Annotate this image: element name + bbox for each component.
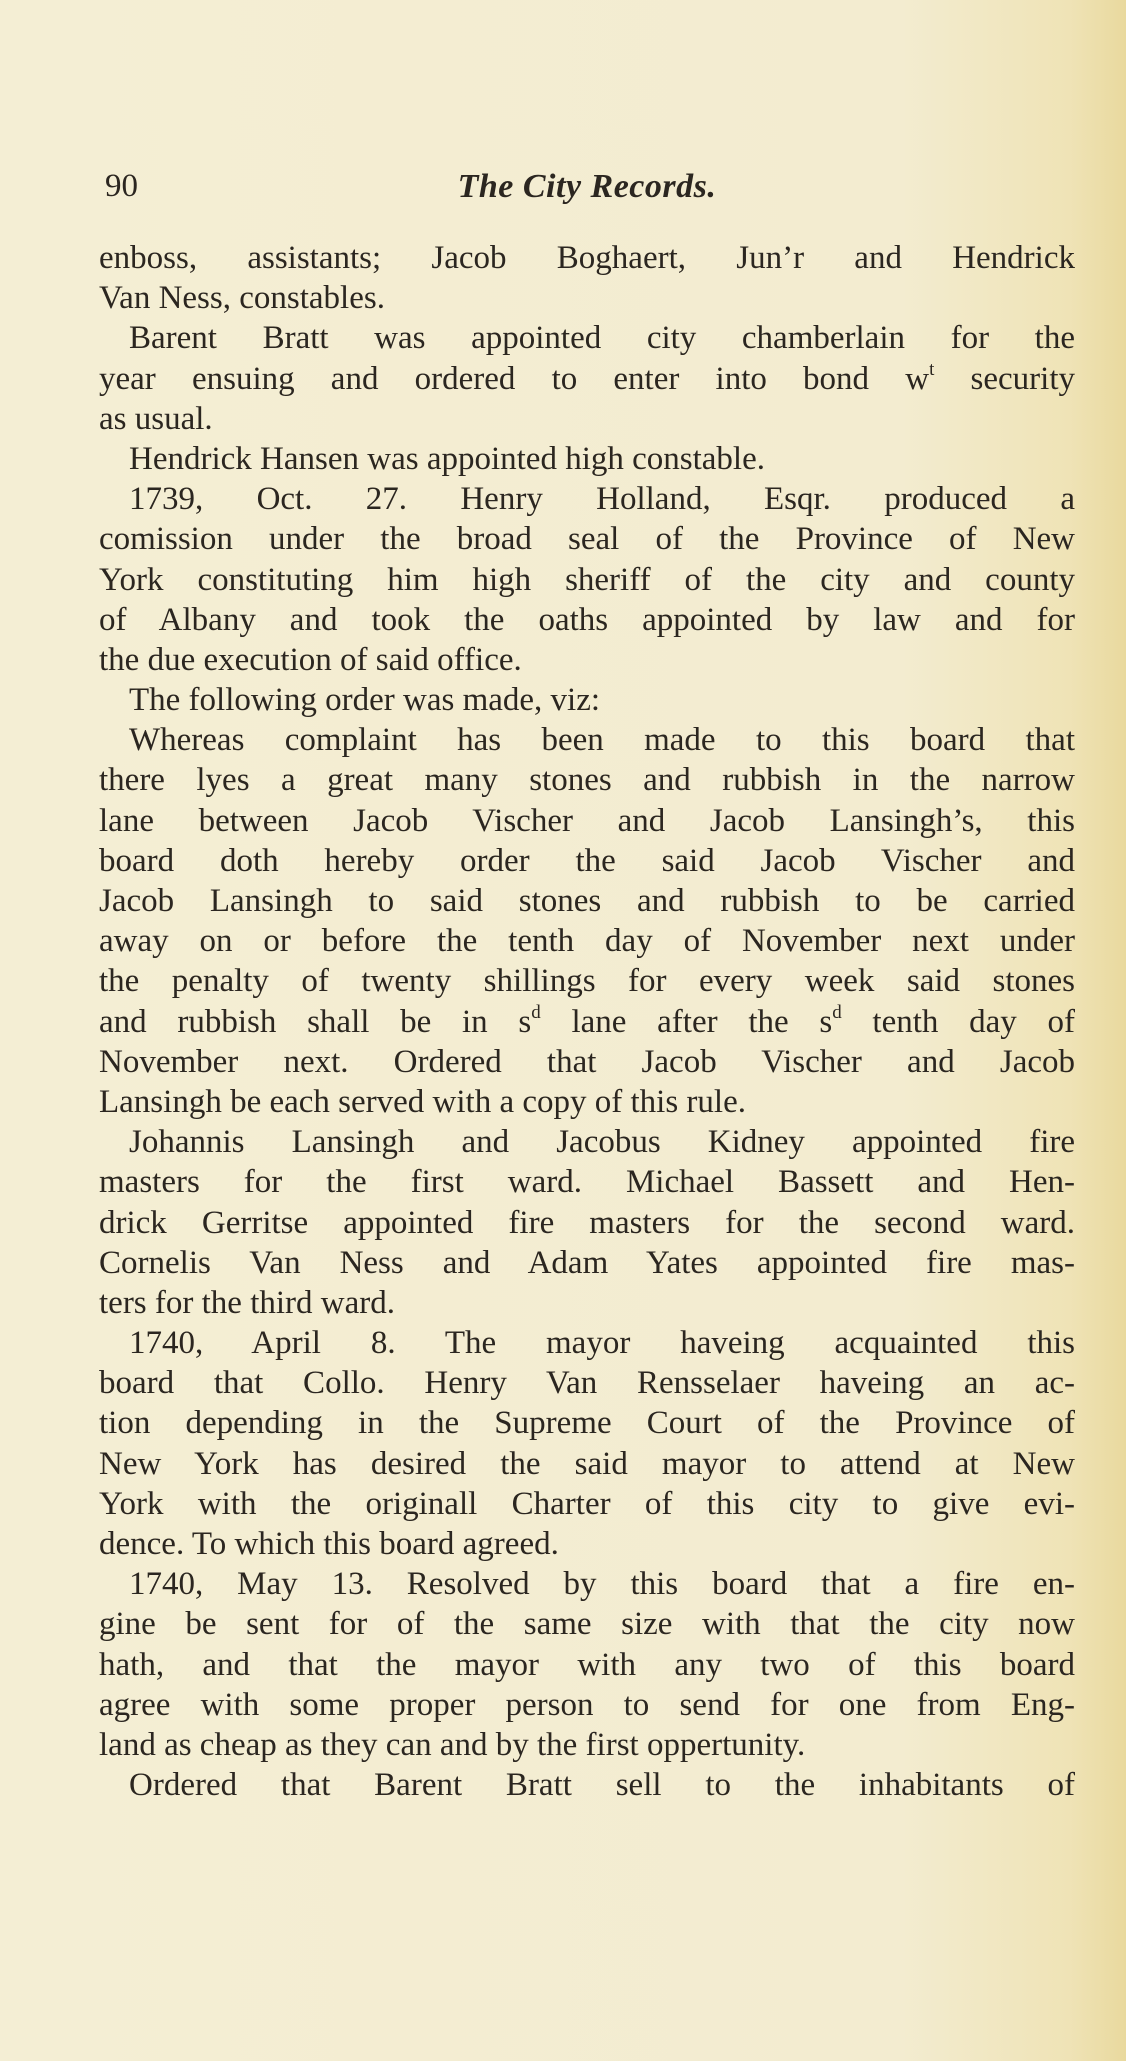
text-line — [99, 1082, 1075, 1122]
text-line — [99, 801, 1075, 841]
text-segment: masters for the first ward. Michael Bassett and Hen- — [99, 1164, 1075, 1201]
text-segment: as usual. — [99, 400, 213, 437]
text-segment: 1740, May 13. Resolved by this board that a fire en- — [129, 1566, 1075, 1603]
text-segment: tion depending in the Supreme Court of the Province of — [99, 1405, 1075, 1442]
text-line — [99, 881, 1075, 921]
superscript: t — [929, 358, 935, 380]
text-line — [99, 1042, 1075, 1082]
text-line — [99, 640, 1075, 680]
text-line — [99, 1203, 1075, 1243]
page-body-text — [99, 238, 1075, 1805]
text-segment: Johannis Lansingh and Jacobus Kidney appointed fire — [129, 1124, 1075, 1161]
text-segment: Cornelis Van Ness and Adam Yates appointed fire mas- — [99, 1244, 1075, 1281]
text-line — [99, 238, 1075, 278]
running-title: The City Records. — [457, 168, 717, 205]
text-line — [99, 1243, 1075, 1283]
text-segment: Lansingh be each served with a copy of this rule. — [99, 1083, 746, 1120]
text-segment: drick Gerritse appointed fire masters for the second ward. — [99, 1204, 1075, 1241]
text-segment: the due execution of said office. — [99, 641, 522, 678]
text-segment: and rubbish shall be in s — [99, 1003, 532, 1040]
text-segment: dence. To which this board agreed. — [99, 1526, 559, 1562]
text-segment: land as cheap as they can and by the first oppertunity. — [99, 1726, 806, 1763]
text-segment: there lyes a great many stones and rubbish in the narrow — [99, 762, 1075, 799]
text-segment: board doth hereby order the said Jacob Vischer and — [99, 842, 1075, 879]
text-segment: ters for the third ward. — [99, 1284, 395, 1321]
text-segment: the penalty of twenty shillings for every week said stones — [99, 963, 1075, 1000]
text-line — [99, 1725, 1075, 1765]
text-segment: tenth day of — [841, 1003, 1075, 1040]
running-header — [99, 168, 1075, 212]
text-line — [99, 720, 1075, 760]
text-segment: Hendrick Hansen was appointed high constable. — [129, 440, 765, 477]
text-segment: lane after the s — [540, 1003, 833, 1040]
text-segment: 1740, April 8. The mayor haveing acquainted this — [129, 1325, 1075, 1362]
text-line — [99, 1484, 1075, 1524]
text-segment: The following order was made, viz: — [129, 682, 601, 719]
text-line — [99, 359, 1075, 399]
text-line — [99, 479, 1075, 519]
text-line — [99, 1122, 1075, 1162]
text-segment: comission under the broad seal of the Province of New — [99, 521, 1075, 558]
text-segment: Barent Bratt was appointed city chamberlain for the — [129, 320, 1075, 357]
text-line — [99, 1162, 1075, 1202]
text-segment: Ordered that Barent Bratt sell to the inhabitants of — [129, 1767, 1075, 1804]
text-segment: enboss, assistants; Jacob Boghaert, Jun’r and Hendrick — [99, 240, 1075, 276]
text-segment: gine be sent for of the same size with that the city now — [99, 1606, 1075, 1643]
text-segment: 1739, Oct. 27. Henry Holland, Esqr. produced a — [129, 481, 1075, 518]
text-line — [99, 1765, 1075, 1805]
text-line — [99, 921, 1075, 961]
text-line — [99, 1283, 1075, 1323]
text-segment: hath, and that the mayor with any two of this board — [99, 1646, 1075, 1683]
text-line — [99, 600, 1075, 640]
text-segment: board that Collo. Henry Van Rensselaer haveing an ac- — [99, 1365, 1075, 1402]
superscript: d — [531, 1001, 541, 1023]
text-segment: York with the originall Charter of this city to give evi- — [99, 1485, 1075, 1522]
page-number: 90 — [105, 168, 138, 204]
text-line — [99, 841, 1075, 881]
text-segment: lane between Jacob Vischer and Jacob Lansingh’s, this — [99, 802, 1075, 839]
text-line — [99, 1524, 1075, 1564]
text-segment: York constituting him high sheriff of the city and county — [99, 561, 1075, 598]
text-line — [99, 1444, 1075, 1484]
text-segment: Whereas complaint has been made to this board that — [129, 722, 1075, 759]
text-line — [99, 1645, 1075, 1685]
text-segment: security — [934, 360, 1075, 397]
text-segment: year ensuing and ordered to enter into bond w — [99, 360, 930, 397]
text-segment: Jacob Lansingh to said stones and rubbish to be carried — [99, 883, 1075, 919]
text-line — [99, 1403, 1075, 1443]
text-line — [99, 519, 1075, 559]
text-line — [99, 399, 1075, 439]
text-segment: New York has desired the said mayor to attend at New — [99, 1445, 1075, 1482]
text-segment: away on or before the tenth day of November next under — [99, 923, 1075, 960]
text-line — [99, 278, 1075, 318]
text-segment: of Albany and took the oaths appointed by law and for — [99, 601, 1075, 638]
text-line — [99, 961, 1075, 1001]
text-line — [99, 439, 1075, 479]
text-segment: November next. Ordered that Jacob Vischer and Jacob — [99, 1043, 1075, 1080]
text-line — [99, 1002, 1075, 1042]
text-line — [99, 1323, 1075, 1363]
text-line — [99, 760, 1075, 800]
text-line — [99, 318, 1075, 358]
text-line — [99, 1604, 1075, 1644]
text-line — [99, 680, 1075, 720]
text-line — [99, 1363, 1075, 1403]
text-line — [99, 560, 1075, 600]
text-segment: Van Ness, constables. — [99, 280, 385, 317]
text-segment: agree with some proper person to send for one from Eng- — [99, 1686, 1075, 1723]
text-line — [99, 1564, 1075, 1604]
text-line — [99, 1685, 1075, 1725]
superscript: d — [832, 1001, 842, 1023]
